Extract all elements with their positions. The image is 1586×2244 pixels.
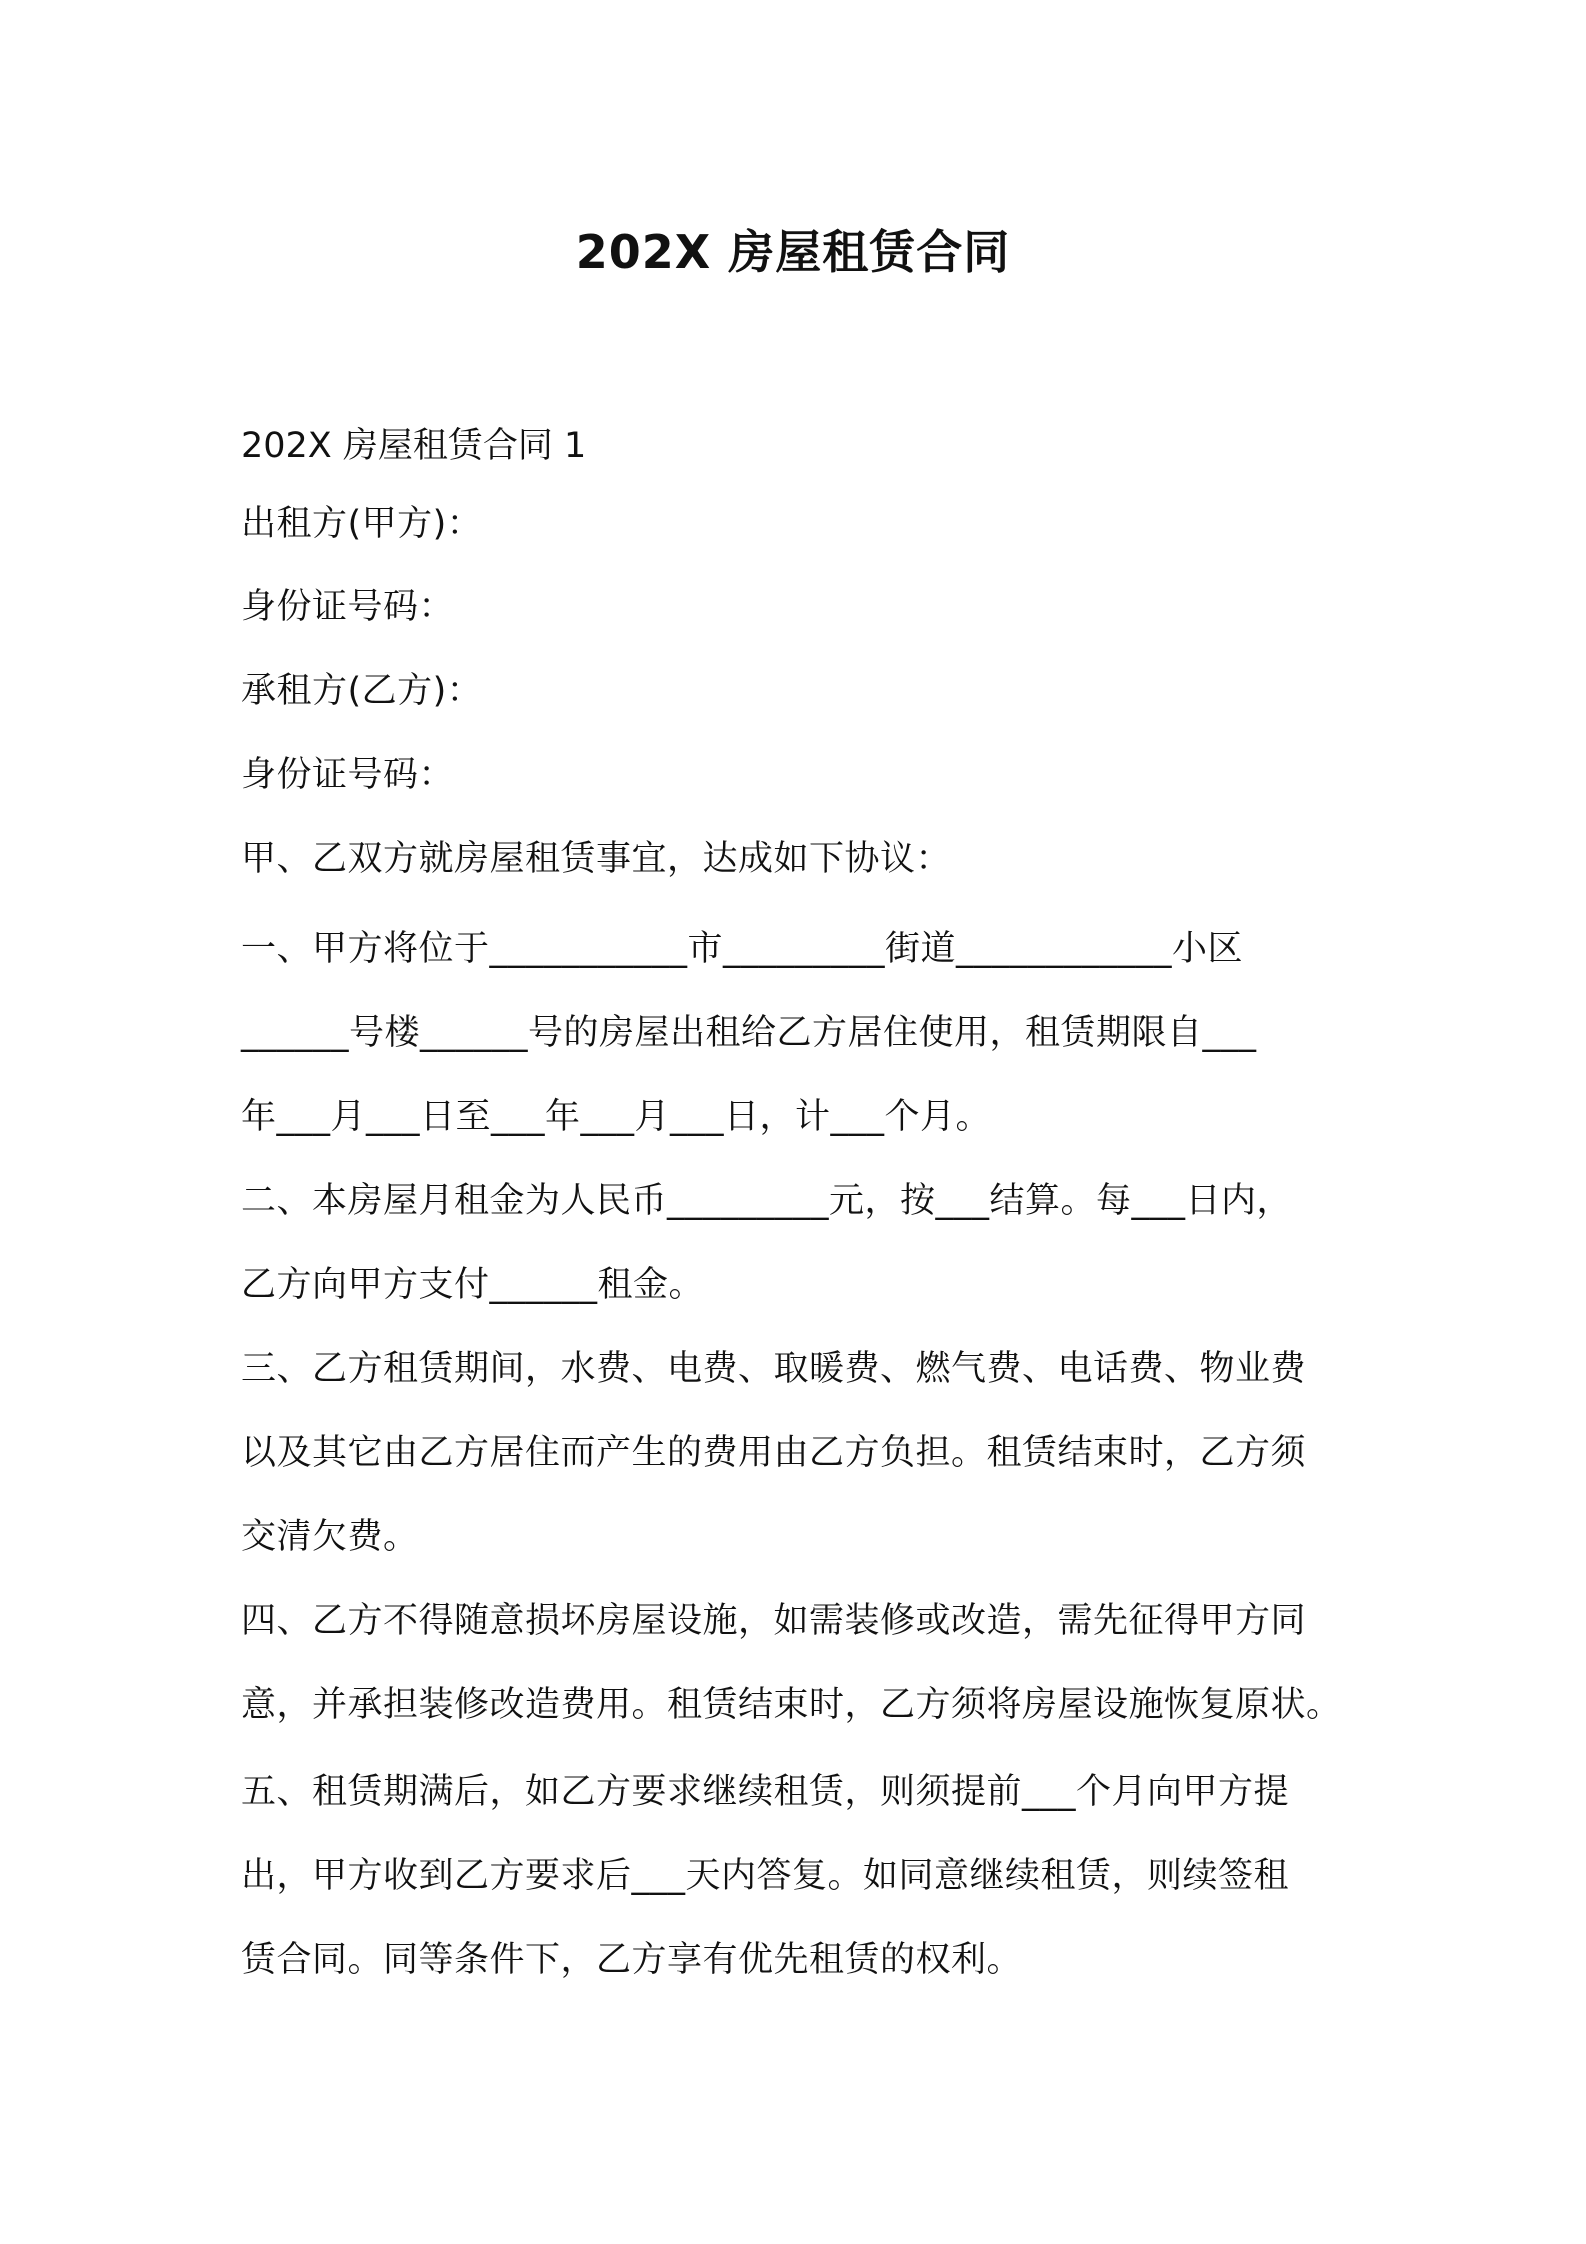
lessee-label: 承租方(乙方)： — [241, 671, 483, 711]
clause-3-line-3: 交清欠费。 — [241, 1517, 419, 1557]
document-subtitle: 202X 房屋租赁合同 1 — [241, 426, 587, 466]
document-title: 202X 房屋租赁合同 — [575, 225, 1011, 279]
clause-2-line-2: 乙方向甲方支付______租金。 — [241, 1265, 705, 1305]
clause-1-line-1: 一、甲方将位于___________市_________街道____________小区 — [241, 929, 1244, 969]
clause-2-line-1: 二、本房屋月租金为人民币_________元，按___结算。每___日内， — [241, 1181, 1293, 1221]
clause-5-line-2: 出，甲方收到乙方要求后___天内答复。如同意继续租赁，则续签租 — [241, 1856, 1290, 1896]
lessor-id-label: 身份证号码： — [241, 587, 455, 627]
clause-5-line-3: 赁合同。同等条件下，乙方享有优先租赁的权利。 — [241, 1940, 1023, 1980]
clause-3-line-1: 三、乙方租赁期间，水费、电费、取暖费、燃气费、电话费、物业费 — [241, 1349, 1307, 1389]
clause-1-line-2: ______号楼______号的房屋出租给乙方居住使用，租赁期限自___ — [241, 1013, 1257, 1053]
clause-3-line-2: 以及其它由乙方居住而产生的费用由乙方负担。租赁结束时，乙方须 — [241, 1433, 1307, 1473]
lessee-id-label: 身份证号码： — [241, 755, 455, 795]
agreement-intro: 甲、乙双方就房屋租赁事宜，达成如下协议： — [241, 839, 952, 879]
clause-1-line-3: 年___月___日至___年___月___日，计___个月。 — [241, 1097, 992, 1137]
lessor-label: 出租方(甲方)： — [241, 504, 483, 544]
clause-4-line-2: 意，并承担装修改造费用。租赁结束时，乙方须将房屋设施恢复原状。 — [241, 1685, 1342, 1725]
clause-4-line-1: 四、乙方不得随意损坏房屋设施，如需装修或改造，需先征得甲方同 — [241, 1601, 1307, 1641]
clause-5-line-1: 五、租赁期满后，如乙方要求继续租赁，则须提前___个月向甲方提 — [241, 1772, 1290, 1812]
